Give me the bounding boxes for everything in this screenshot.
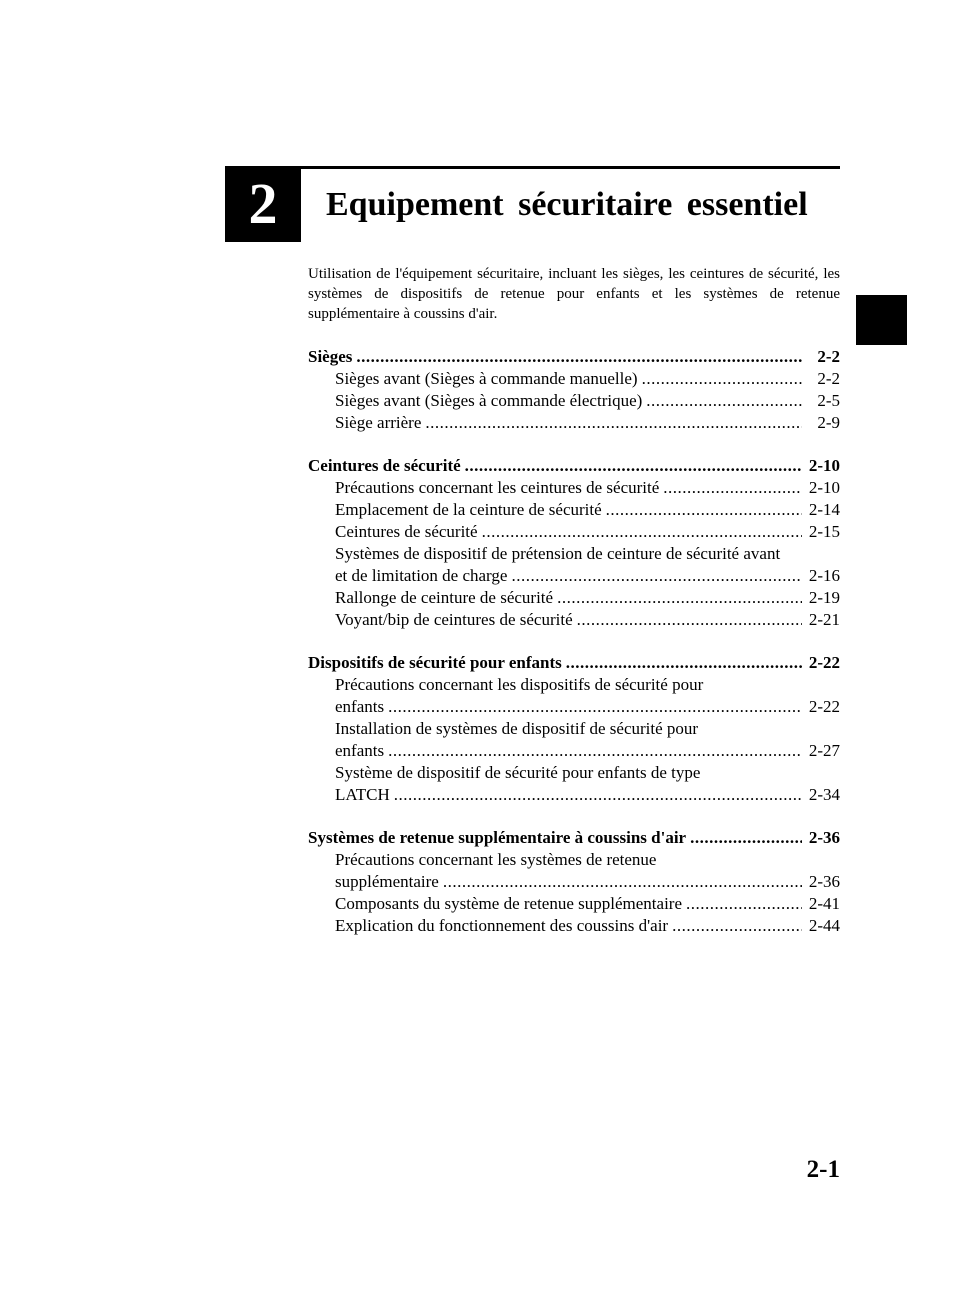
toc-entry-page: 2-27 <box>808 741 840 760</box>
toc-section-heading[interactable] <box>308 455 840 477</box>
toc-entry-line <box>308 499 840 521</box>
toc-entry[interactable] <box>308 849 840 893</box>
toc-leader <box>443 871 802 893</box>
chapter-number: 2 <box>248 171 278 236</box>
toc-entry-page: 2-22 <box>808 697 840 716</box>
toc-entry-title-line1: Installation de systèmes de dispositif de sécurité pour <box>335 719 699 738</box>
toc-entry-page: 2-5 <box>817 391 840 410</box>
toc-leader <box>663 477 802 499</box>
toc-entry-line <box>308 915 840 937</box>
toc-section-heading[interactable] <box>308 652 840 674</box>
toc-entry-page: 2-36 <box>808 872 840 891</box>
toc-entry-title: Précautions concernant les ceintures de sécurité <box>335 478 660 497</box>
toc-entry-title: Emplacement de la ceinture de sécurité <box>335 500 602 519</box>
toc-entry-title: Voyant/bip de ceintures de sécurité <box>335 610 573 629</box>
toc-entry-title-line1: Précautions concernant les dispositifs de sécurité pour <box>335 675 704 694</box>
toc-section-title: Ceintures de sécurité <box>308 456 461 475</box>
toc-leader <box>511 565 802 587</box>
toc-entry[interactable] <box>308 762 840 806</box>
toc-section-title: Systèmes de retenue supplémentaire à coussins d'air <box>308 828 687 847</box>
toc-entry-page: 2-2 <box>817 369 840 388</box>
chapter-intro: Utilisation de l'équipement sécuritaire, incluant les sièges, les ceintures de sécurité, les systèmes de dispositifs de retenue pour enfants et les systèmes de retenue supplémentaire à coussins d'air. <box>308 266 840 322</box>
toc-section-heading[interactable] <box>308 827 840 849</box>
toc-entry[interactable] <box>308 477 840 499</box>
toc-entry-line <box>308 893 840 915</box>
toc-leader <box>425 412 802 434</box>
toc-entry-title-line1: Système de dispositif de sécurité pour enfants de type <box>335 763 701 782</box>
chapter-number-box <box>225 166 301 242</box>
toc-section-title: Sièges <box>308 347 353 366</box>
toc-section-page: 2-36 <box>808 828 840 847</box>
toc-section <box>308 346 840 434</box>
toc-entry-title: enfants <box>335 741 385 760</box>
toc-entry-page: 2-34 <box>808 785 840 804</box>
toc-leader <box>388 696 802 718</box>
chapter-side-tab <box>856 295 907 345</box>
toc-leader <box>672 915 802 937</box>
toc-entry-page: 2-14 <box>808 500 840 519</box>
toc-entry-line <box>335 565 840 587</box>
toc-entry-title-line1: Précautions concernant les systèmes de retenue <box>335 850 657 869</box>
toc-leader <box>566 652 802 674</box>
toc-leader <box>577 609 802 631</box>
header-rule <box>225 166 840 169</box>
toc-entry-page: 2-9 <box>817 413 840 432</box>
toc-entry[interactable] <box>308 521 840 543</box>
toc-entry-title: Sièges avant (Sièges à commande manuelle) <box>335 369 638 388</box>
toc-entry-page: 2-21 <box>808 610 840 629</box>
toc-entry-line <box>308 477 840 499</box>
toc-entry-title: Composants du système de retenue supplémentaire <box>335 894 682 913</box>
toc-entry-page: 2-10 <box>808 478 840 497</box>
toc-entry-title: Rallonge de ceinture de sécurité <box>335 588 554 607</box>
toc-entry-line <box>308 609 840 631</box>
toc-entry-line <box>308 412 840 434</box>
toc-entry[interactable] <box>308 674 840 718</box>
toc-leader <box>465 455 802 477</box>
page-number: 2-1 <box>806 1156 840 1183</box>
toc-entry-page: 2-16 <box>808 566 840 585</box>
toc-entry-line <box>308 390 840 412</box>
toc-entry-title-line1: Systèmes de dispositif de prétension de ceinture de sécurité avant <box>335 544 781 563</box>
toc-section <box>308 827 840 937</box>
toc-entry-title: et de limitation de charge <box>335 566 508 585</box>
toc-entry-page: 2-44 <box>808 916 840 935</box>
toc-entry-line <box>335 696 840 718</box>
toc-section-page: 2-22 <box>808 653 840 672</box>
toc-entry[interactable] <box>308 915 840 937</box>
toc-section-title: Dispositifs de sécurité pour enfants <box>308 653 562 672</box>
toc-entry-line <box>308 368 840 390</box>
table-of-contents <box>308 346 840 958</box>
toc-entry-title: Sièges avant (Sièges à commande électrique) <box>335 391 643 410</box>
toc-entry[interactable] <box>308 609 840 631</box>
toc-entry-line <box>308 521 840 543</box>
toc-entry[interactable] <box>308 543 840 587</box>
toc-leader <box>394 784 802 806</box>
toc-leader <box>642 368 802 390</box>
toc-entry-page: 2-41 <box>808 894 840 913</box>
toc-entry-page: 2-15 <box>808 522 840 541</box>
toc-leader <box>606 499 802 521</box>
toc-entry-line <box>335 740 840 762</box>
chapter-title: Equipement sécuritaire essentiel <box>326 186 808 223</box>
toc-entry-line <box>308 587 840 609</box>
toc-entry[interactable] <box>308 893 840 915</box>
toc-leader <box>482 521 802 543</box>
toc-leader <box>557 587 802 609</box>
toc-entry[interactable] <box>308 412 840 434</box>
toc-entry-title: enfants <box>335 697 385 716</box>
toc-entry-line <box>335 784 840 806</box>
toc-entry-line <box>335 871 840 893</box>
toc-entry[interactable] <box>308 499 840 521</box>
toc-entry-title: supplémentaire <box>335 872 439 891</box>
toc-entry-title: Siège arrière <box>335 413 422 432</box>
toc-section-page: 2-2 <box>817 347 840 366</box>
toc-entry-title: LATCH <box>335 785 390 804</box>
toc-leader <box>686 893 802 915</box>
toc-leader <box>646 390 802 412</box>
toc-section <box>308 455 840 631</box>
toc-entry[interactable] <box>308 390 840 412</box>
toc-leader <box>356 346 802 368</box>
toc-entry[interactable] <box>308 718 840 762</box>
toc-entry[interactable] <box>308 368 840 390</box>
toc-section-page: 2-10 <box>808 456 840 475</box>
toc-leader <box>690 827 802 849</box>
toc-entry-title: Explication du fonctionnement des coussins d'air <box>335 916 669 935</box>
toc-leader <box>388 740 802 762</box>
toc-section <box>308 652 840 806</box>
toc-section-heading[interactable] <box>308 346 840 368</box>
toc-entry-page: 2-19 <box>808 588 840 607</box>
toc-entry[interactable] <box>308 587 840 609</box>
toc-entry-title: Ceintures de sécurité <box>335 522 478 541</box>
